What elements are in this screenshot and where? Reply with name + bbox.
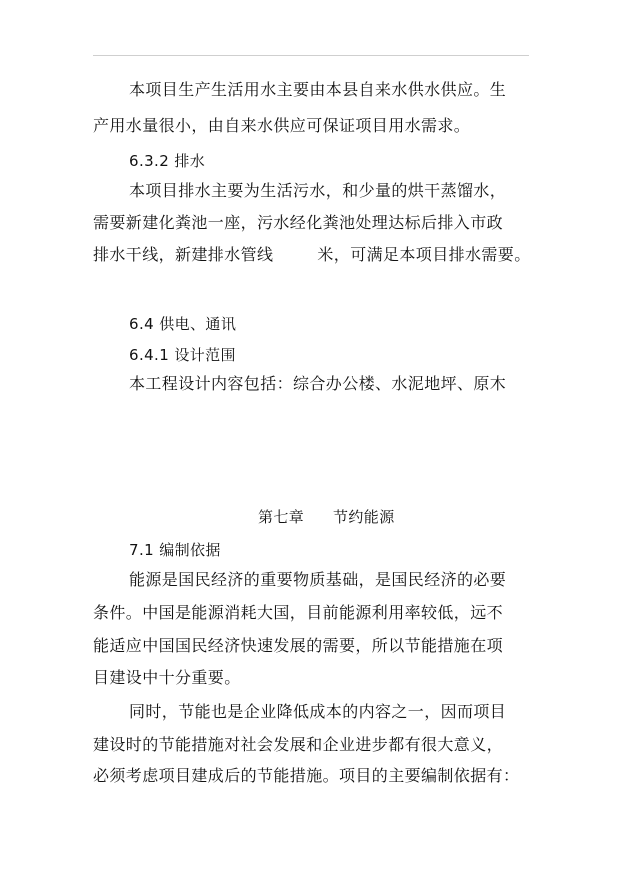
energy-line-4: 目建设中十分重要。 <box>93 668 241 687</box>
drainage-line-3 <box>93 245 531 265</box>
energy-line-2: 条件。中国是能源消耗大国，目前能源利用率较低，远不 <box>93 603 504 622</box>
design-scope-line: 本工程设计内容包括：综合办公楼、水泥地坪、原木 <box>129 374 507 393</box>
header-rule <box>93 55 529 56</box>
heading-6-4-1: 6.4.1 设计范围 <box>129 346 236 364</box>
energy-line-1: 能源是国民经济的重要物质基础，是国民经济的必要 <box>129 570 507 589</box>
chapter-7-label: 第七章 <box>258 508 305 526</box>
saving-line-1: 同时，节能也是企业降低成本的内容之一，因而项目 <box>129 702 507 721</box>
drainage-line-2: 需要新建化粪池一座，污水经化粪池处理达标后排入市政 <box>93 213 504 232</box>
energy-line-3: 能适应中国国民经济快速发展的需要，所以节能措施在项 <box>93 636 504 655</box>
water-supply-line-1: 本项目生产生活用水主要由本县自来水供水供应。生 <box>129 80 507 99</box>
water-supply-line-2: 产用水量很小，由自来水供应可保证项目用水需求。 <box>93 116 471 135</box>
drainage-line-3-start: 排水干线，新建排水管线 <box>93 245 274 264</box>
heading-7-1: 7.1 编制依据 <box>129 541 221 559</box>
chapter-7-title: 节约能源 <box>333 508 395 526</box>
drainage-line-1: 本项目排水主要为生活污水，和少量的烘干蒸馏水， <box>129 181 507 200</box>
heading-6-3-2: 6.3.2 排水 <box>129 152 206 170</box>
drainage-line-3-end: 米，可满足本项目排水需要。 <box>317 245 531 264</box>
saving-line-2: 建设时的节能措施对社会发展和企业进步都有很大意义， <box>93 735 504 754</box>
saving-line-3: 必须考虑项目建成后的节能措施。项目的主要编制依据有： <box>93 766 520 785</box>
heading-6-4: 6.4 供电、通讯 <box>129 315 237 333</box>
